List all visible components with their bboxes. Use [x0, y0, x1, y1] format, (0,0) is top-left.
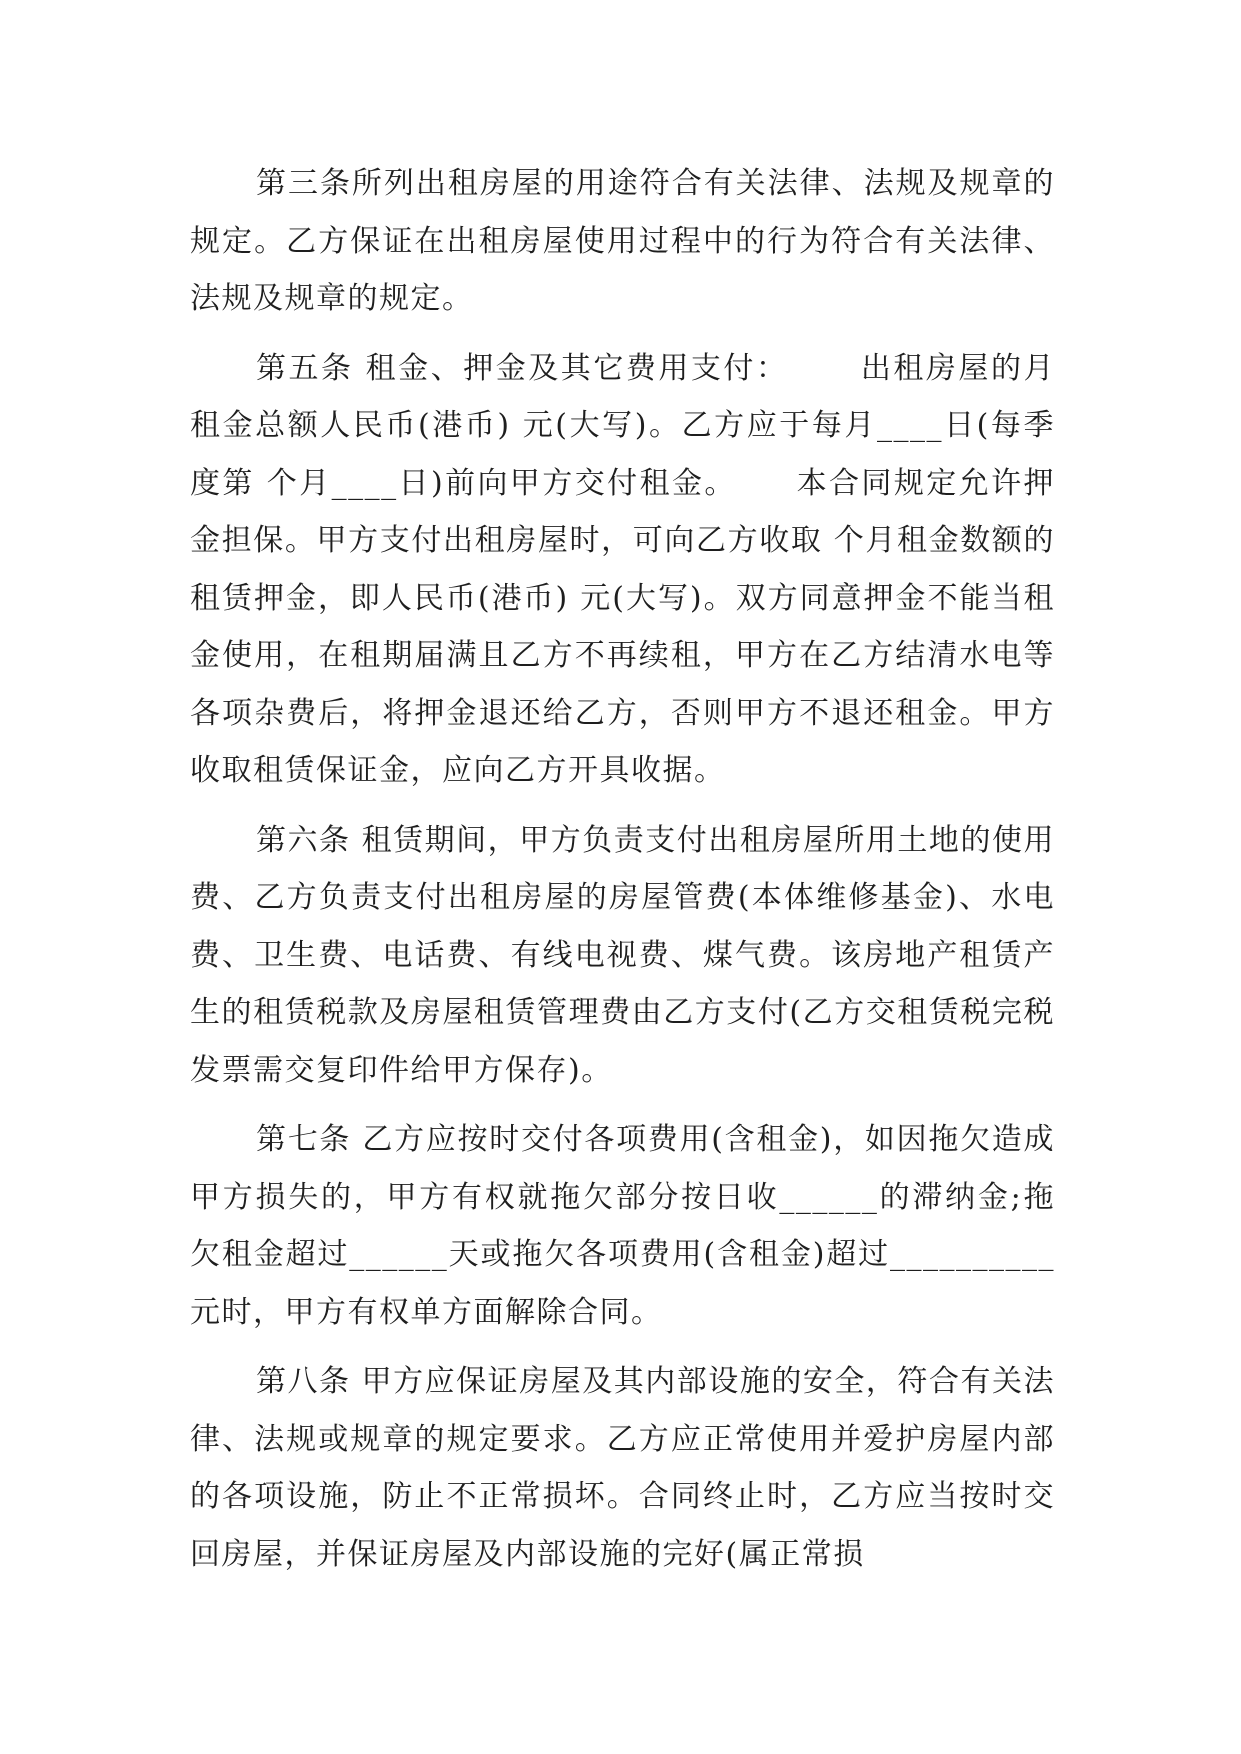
paragraph-article-6-fees: 第六条 租赁期间，甲方负责支付出租房屋所用土地的使用费、乙方负责支付出租房屋的房屋管费(本体维修基金)、水电费、卫生费、电话费、有线电视费、煤气费。该房地产租赁产生的租赁税款及房屋租赁管理费由乙方支付(乙方交租赁税完税发票需交复印件给甲方保存)。 — [190, 822, 1055, 1088]
paragraph-article-7-late-payment: 第七条 乙方应按时交付各项费用(含租金)，如因拖欠造成甲方损失的，甲方有权就拖欠部分按日收______的滞纳金;拖欠租金超过______天或拖欠各项费用(含租金)超过__________元时，甲方有权单方面解除合同。 — [190, 1122, 1055, 1330]
paragraph-article-8-safety: 第八条 甲方应保证房屋及其内部设施的安全，符合有关法律、法规或规章的规定要求。乙方应正常使用并爱护房屋内部的各项设施，防止不正常损坏。合同终止时，乙方应当按时交回房屋，并保证房屋及内部设施的完好(属正常损 — [190, 1364, 1055, 1572]
document-page — [190, 155, 1055, 1595]
paragraph-article-5-rent-deposit: 第五条 租金、押金及其它费用支付： 出租房屋的月租金总额人民币(港币) 元(大写)。乙方应于每月____日(每季度第 个月____日)前向甲方交付租金。 本合同规定允许押金担保。甲方支付出租房屋时，可向乙方收取 个月租金数额的租赁押金，即人民币(港币) 元(大写)。双方同意押金不能当租金使用，在租期届满且乙方不再续租，甲方在乙方结清水电等各项杂费后，将押金退还给乙方，否则甲方不退还租金。甲方收取租赁保证金，应向乙方开具收据。 — [190, 350, 1055, 788]
paragraph-article-3-usage: 第三条所列出租房屋的用途符合有关法律、法规及规章的规定。乙方保证在出租房屋使用过程中的行为符合有关法律、法规及规章的规定。 — [190, 166, 1055, 316]
